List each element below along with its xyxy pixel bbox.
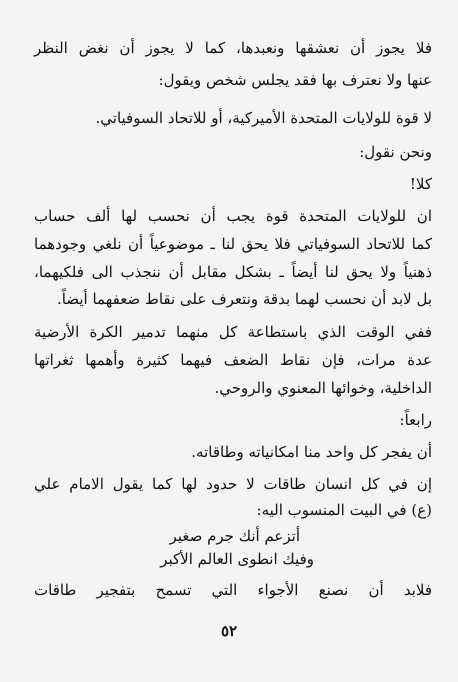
text-line: الداخلية، وخوائها المعنوي والروحي.: [214, 379, 432, 397]
text-line: ففي الوقت الذي باستطاعة كل منهما تدمير الكرة الأرضية: [34, 323, 432, 341]
verse-line-1: أتزعم أنك جرم صغير: [169, 527, 300, 545]
text-line: فلا يجوز أن نعشقها ونعبدها، كما لا يجوز أن نغض النظر: [34, 39, 432, 57]
page-number: ٥٢: [220, 622, 238, 640]
text-line: فلابد أن نصنع الأجواء التي تسمح بتفجير طاقات: [34, 581, 432, 599]
text-line: ونحن نقول:: [359, 143, 432, 161]
section-heading: رابعاً:: [399, 411, 432, 429]
text-line: لا قوة للولايات المتحدة الأميركية، أو للاتحاد السوفياتي.: [95, 109, 432, 127]
text-line: عدة مرات، فإن نقاط الضعف فيهما كثيرة وأهمها ثغراتها: [34, 351, 432, 369]
text-line: كلا!: [409, 175, 432, 193]
text-line: بل لابد أن نحسب لهما بدقة ونتعرف على نقاط ضعفهما أيضاً.: [57, 290, 432, 308]
text-line: ذهنياً ولا يحق لنا أيضاً ـ بشكل مقابل أن ننجذب الى فلكيهما،: [34, 263, 432, 281]
text-line: أن يفجر كل واحد منا امكانياته وطاقاته.: [191, 443, 432, 461]
text-line: ان للولايات المتحدة قوة يجب أن نحسب لها ألف حساب: [34, 207, 432, 225]
text-line: كما للاتحاد السوفياتي فلا يحق لنا ـ موضوعياً أن نلغي وجودهما: [34, 235, 432, 253]
text-line: (ع) في البيت المنسوب اليه:: [256, 501, 432, 519]
text-line: إن في كل انسان طاقات لا حدود لها كما يقول الامام علي: [34, 475, 432, 493]
verse-line-2: وفيك انطوى العالم الأكبر: [160, 550, 314, 568]
text-line: عنها ولا نعترف بها فقد يجلس شخص ويقول:: [158, 71, 432, 89]
